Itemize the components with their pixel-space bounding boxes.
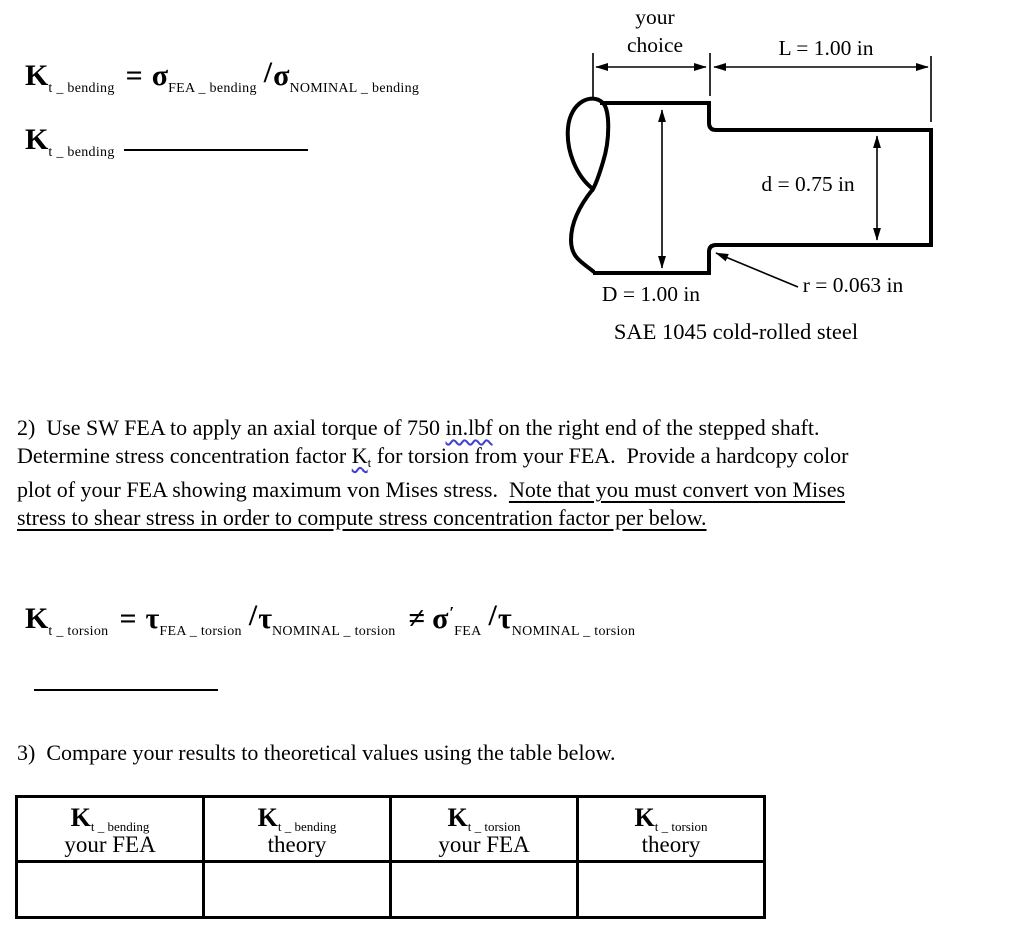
item-3-text: 3) Compare your results to theoretical values using the table below. (17, 740, 616, 765)
sigma-nominal-symbol: σ (273, 59, 290, 92)
tau-nominal-symbol: τ (497, 602, 512, 635)
kt-symbol: K (257, 802, 278, 832)
break-line-tail (571, 189, 594, 272)
stepped-shaft-drawing (558, 0, 1014, 350)
tau-fea-symbol: τ (145, 602, 160, 635)
header-formula (18, 803, 202, 835)
kt-subscript: t _ torsion (467, 818, 521, 834)
dim-label-fillet-radius: r = 0.063 in (802, 273, 904, 297)
header-formula (392, 803, 576, 835)
dim-label-choice: choice (626, 33, 684, 57)
kt-bending-symbol: K (25, 59, 49, 92)
kt-symbol: K (447, 802, 468, 832)
kt-symbol: K (634, 802, 655, 832)
text-run: for torsion from your FEA. Provide a hardcopy color (371, 442, 849, 468)
paragraph-2-line-4 (17, 504, 1012, 532)
paragraph-2-line-1 (17, 414, 1012, 442)
kt-symbol: K (70, 802, 91, 832)
answer-blank-line (124, 147, 308, 151)
divide-slash: / (263, 56, 273, 89)
prime-mark: ′ (449, 603, 455, 622)
value-cell-kt-bending-fea (17, 862, 204, 918)
kt-bending-subscript: t _ bending (48, 81, 115, 96)
dim-label-large-diameter: D = 1.00 in (601, 282, 701, 306)
tau-nominal-symbol: τ (258, 602, 273, 635)
answer-blank-line (34, 687, 218, 691)
text-run: Determine stress concentration factor (17, 442, 352, 468)
spellcheck-flagged-kt (352, 443, 372, 468)
dim-label-small-diameter: d = 0.75 in (761, 172, 855, 196)
results-table-container (15, 795, 766, 919)
underlined-note-text: stress to shear stress in order to compute stress concentration factor per below. (17, 504, 707, 530)
dim-label-your: your (635, 5, 675, 29)
value-cell-kt-torsion-theory (578, 862, 765, 918)
underlined-note-text: Note that you must convert von Mises (508, 477, 846, 502)
spellcheck-flagged-text: in.lbf (445, 415, 493, 440)
header-formula (579, 803, 763, 835)
kt-symbol: K (351, 442, 368, 468)
text-run: plot of your FEA showing maximum von Mises stress. (17, 477, 509, 502)
sigma-fea-subscript: FEA _ bending (168, 81, 257, 96)
header-source-label: your FEA (438, 831, 530, 857)
kt-torsion-symbol: K (25, 602, 49, 635)
kt-subscript: t _ torsion (654, 818, 708, 834)
not-equal-sign: ≠ (408, 602, 426, 635)
text-run: 2) Use SW FEA to apply an axial torque of 750 (17, 415, 446, 440)
table-value-row (17, 862, 765, 918)
kt-subscript: t (367, 454, 372, 470)
shaft-diagram-svg (558, 0, 1014, 350)
kt-subscript: t _ bending (277, 818, 337, 834)
sigma-prime-symbol: σ (432, 602, 449, 635)
sigma-fea-symbol: σ (151, 59, 169, 92)
kt-bending-symbol: K (25, 123, 49, 156)
tau-nominal-subscript: NOMINAL _ torsion (511, 624, 636, 639)
dim-label-length: L = 1.00 in (778, 36, 874, 60)
paragraph-2-line-3 (17, 476, 1012, 504)
header-kt-bending-fea (17, 797, 204, 862)
kt-subscript: t _ bending (90, 818, 150, 834)
table-header-row (17, 797, 765, 862)
header-source-label: theory (641, 831, 701, 857)
material-caption: SAE 1045 cold-rolled steel (613, 319, 859, 344)
kt-bending-subscript: t _ bending (48, 145, 115, 160)
header-kt-bending-theory (204, 797, 391, 862)
header-source-label: your FEA (64, 831, 156, 857)
divide-slash: / (488, 599, 497, 632)
sigma-prime-subscript: FEA (454, 624, 482, 639)
kt-torsion-answer-row (17, 617, 218, 714)
header-source-label: theory (267, 831, 327, 857)
tau-nominal-subscript: NOMINAL _ torsion (272, 624, 396, 639)
kt-bending-answer-row (17, 77, 308, 174)
equals-sign: = (119, 602, 137, 635)
sigma-nominal-subscript: NOMINAL _ bending (289, 81, 420, 96)
paragraph-2 (17, 414, 1012, 531)
fillet-leader-arrow (716, 253, 798, 287)
value-cell-kt-torsion-fea (391, 862, 578, 918)
text-run: on the right end of the stepped shaft. (492, 415, 820, 440)
header-kt-torsion-theory (578, 797, 765, 862)
kt-torsion-subscript: t _ torsion (48, 624, 109, 639)
results-table (15, 795, 766, 919)
value-cell-kt-bending-theory (204, 862, 391, 918)
break-line-loop (568, 99, 609, 189)
paragraph-2-line-2 (17, 442, 1012, 477)
equals-sign: = (125, 59, 143, 92)
header-formula (205, 803, 389, 835)
tau-fea-subscript: FEA _ torsion (159, 624, 242, 639)
divide-slash: / (248, 599, 258, 632)
header-kt-torsion-fea (391, 797, 578, 862)
